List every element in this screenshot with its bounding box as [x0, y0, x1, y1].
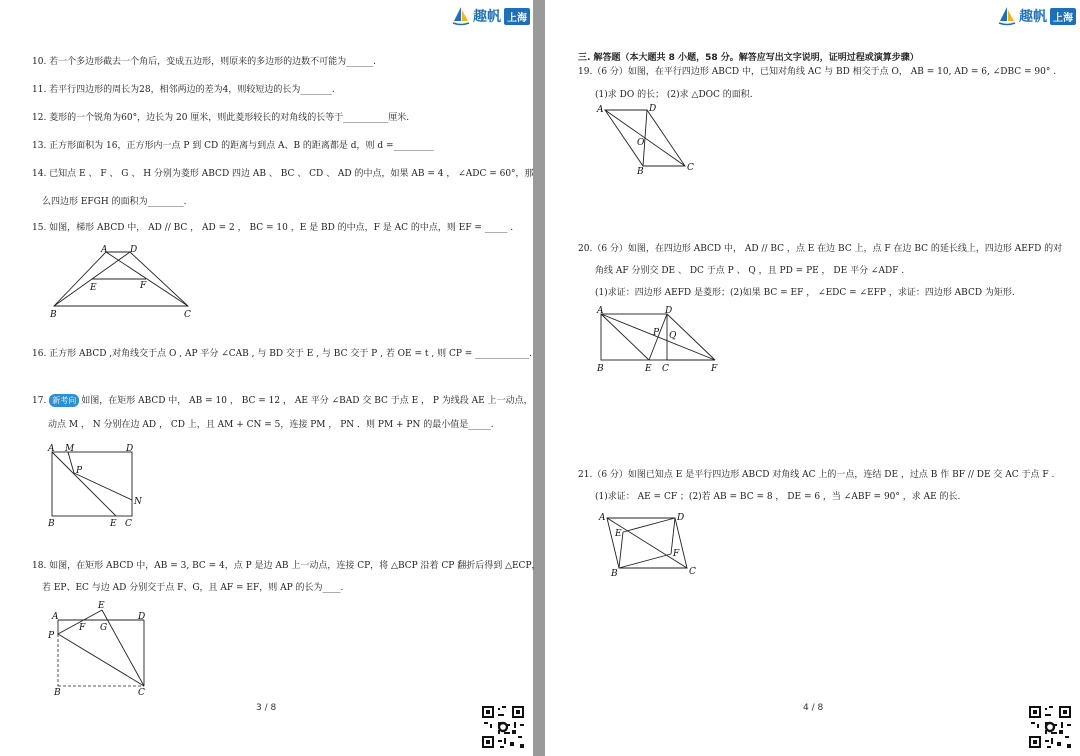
question-12: 12. 菱形的一个锐角为60°，边长为 20 厘米，则此菱形较长的对角线的长等于__________厘米.	[32, 113, 410, 123]
question-17-line2: 动点 M ， N 分别在边 AD ， CD 上，且 AM + CN = 5，连接 PM ， PN ．则 PM + PN 的最小值是_____.	[48, 420, 494, 430]
fig20-label-d: D	[665, 306, 673, 316]
question-21-line1: 21.（6 分）如图已知点 E 是平行四边形 ABCD 对角线 AC 上的一点，连结 DE ，过点 B 作 BF // DE 交 AC 于点 F .	[578, 470, 1055, 480]
qr-code-icon	[480, 704, 526, 750]
sail-logo-icon	[452, 6, 470, 26]
figure-q20-quadrilateral	[595, 302, 725, 376]
brand-region: 上海	[1050, 8, 1076, 25]
fig18-label-c: C	[138, 688, 145, 698]
fig18-label-d: D	[138, 612, 146, 622]
question-13: 13. 正方形面积为 16，正方形内一点 P 到 CD 的距离与到点 A、B 的距离都是 d，则 d =_________	[32, 141, 435, 151]
fig18-label-e: E	[98, 601, 105, 611]
question-17-number: 17.	[32, 396, 47, 406]
brand-name: 趣帆	[1019, 9, 1047, 25]
new-direction-tag: 新考向	[49, 394, 79, 407]
brand-logo-right	[998, 6, 1076, 26]
fig15-label-b: B	[50, 310, 57, 320]
fig21-label-f: F	[673, 549, 680, 559]
fig15-label-a: A	[101, 245, 108, 255]
page-number-3: 3 / 8	[256, 703, 277, 713]
fig17-label-d: D	[126, 444, 134, 454]
fig20-label-q: Q	[669, 331, 677, 341]
question-20-line2: 角线 AF 分别交 DE 、 DC 于点 P 、 Q ，且 PD = PE ， DE 平分 ∠ADF .	[595, 266, 905, 276]
fig20-label-a: A	[597, 306, 604, 316]
question-15: 15. 如图，梯形 ABCD 中， AD // BC ， AD = 2 ， BC = 10 ，E 是 BD 的中点，F 是 AC 的中点，则 EF = _____ .	[32, 223, 514, 233]
fig17-label-n: N	[134, 497, 142, 507]
question-20-line3: (1)求证：四边形 AEFD 是菱形；(2)如果 BC = EF ， ∠EDC = ∠EFP ，求证：四边形 ABCD 为矩形.	[595, 288, 1015, 298]
qr-code-icon	[1027, 704, 1073, 750]
fig20-label-b: B	[597, 364, 604, 374]
fig17-label-m: M	[65, 444, 75, 454]
question-10: 10. 若一个多边形截去一个角后，变成五边形，则原来的多边形的边数不可能为______.	[32, 57, 377, 67]
fig19-label-d: D	[649, 104, 657, 114]
question-19-line1: 19.（6 分）如图，在平行四边形 ABCD 中，已知对角线 AC 与 BD 相交于点 O， AB = 10, AD = 6, ∠DBC = 90° .	[578, 67, 1057, 77]
fig20-label-p: P	[653, 328, 660, 338]
figure-q15-trapezoid	[48, 244, 198, 320]
fig21-label-e: E	[615, 529, 622, 539]
fig19-label-a: A	[597, 105, 604, 115]
fig21-label-c: C	[689, 567, 696, 577]
page-4	[545, 0, 1080, 756]
fig21-label-a: A	[599, 513, 606, 523]
fig19-label-o: O	[637, 138, 645, 148]
figure-q18-fold	[46, 598, 156, 696]
question-21-line2: (1)求证： AE = CF ；(2)若 AB = BC = 8 ， DE = 6 ，当 ∠ABF = 90° ，求 AE 的长.	[595, 492, 961, 502]
fig18-label-f: F	[79, 623, 86, 633]
question-16: 16. 正方形 ABCD ,对角线交于点 O , AP 平分 ∠CAB , 与 BD 交于 E , 与 BC 交于 P , 若 OE = t , 则 CP = ____________.	[32, 349, 533, 359]
question-14-line1: 14. 已知点 E 、 F 、 G 、 H 分别为菱形 ABCD 四边 AB 、 BC 、 CD 、 AD 的中点，如果 AB = 4 ， ∠ADC = 60°，那	[32, 169, 534, 179]
brand-name: 趣帆	[473, 9, 501, 25]
figure-q19-parallelogram	[595, 102, 705, 178]
question-18-line2: 若 EP、EC 与边 AD 分别交于点 F、G，且 AF = EF，则 AP 的长为____.	[42, 583, 344, 593]
question-20-line1: 20.（6 分）如图，在四边形 ABCD 中， AD // BC ，点 E 在边 BC 上，点 F 在边 BC 的延长线上，四边形 AEFD 的对	[578, 244, 1063, 254]
question-18-line1: 18. 如图，在矩形 ABCD 中，AB = 3, BC = 4，点 P 是边 AB 上一动点，连接 CP，将 △BCP 沿着 CP 翻折后得到 △ECP，	[32, 561, 541, 571]
fig17-label-a: A	[48, 444, 55, 454]
fig17-label-p: P	[76, 466, 83, 476]
fig19-label-b: B	[637, 167, 644, 177]
question-11: 11. 若平行四边形的周长为28，相邻两边的差为4，则较短边的长为_______.	[32, 85, 335, 95]
fig15-label-f: F	[140, 281, 147, 291]
fig17-label-c: C	[125, 519, 132, 529]
fig15-label-c: C	[184, 310, 191, 320]
fig18-label-p: P	[48, 631, 55, 641]
question-19-line2: (1)求 DO 的长； (2)求 △DOC 的面积.	[595, 90, 753, 100]
fig20-label-c: C	[662, 364, 669, 374]
figure-q21-parallelogram	[595, 508, 705, 578]
fig18-label-g: G	[100, 623, 108, 633]
fig15-label-e: E	[90, 283, 97, 293]
brand-region: 上海	[504, 8, 530, 25]
page-number-4: 4 / 8	[803, 703, 824, 713]
question-14-line2: 么四边形 EFGH 的面积为________.	[42, 197, 187, 207]
fig20-label-e: E	[645, 364, 652, 374]
brand-logo	[452, 6, 530, 26]
fig15-label-d: D	[130, 245, 138, 255]
fig21-label-d: D	[677, 513, 685, 523]
fig21-label-b: B	[611, 569, 618, 579]
section-title: 三. 解答题（本大题共 8 小题，58 分。解答应写出文字说明，证明过程或演算步骤）	[578, 53, 919, 63]
sail-logo-icon	[998, 6, 1016, 26]
fig18-label-a: A	[52, 612, 59, 622]
fig20-label-f: F	[711, 364, 718, 374]
fig17-label-b: B	[48, 519, 55, 529]
question-17-text: 如图，在矩形 ABCD 中， AB = 10 ， BC = 12 ， AE 平分 ∠BAD 交 BC 于点 E ， P 为线段 AE 上一动点，	[81, 396, 533, 406]
fig17-label-e: E	[110, 519, 117, 529]
fig19-label-c: C	[687, 163, 694, 173]
figure-q17-rectangle	[46, 442, 156, 530]
fig18-label-b: B	[54, 688, 61, 698]
question-17-line1	[32, 394, 533, 408]
